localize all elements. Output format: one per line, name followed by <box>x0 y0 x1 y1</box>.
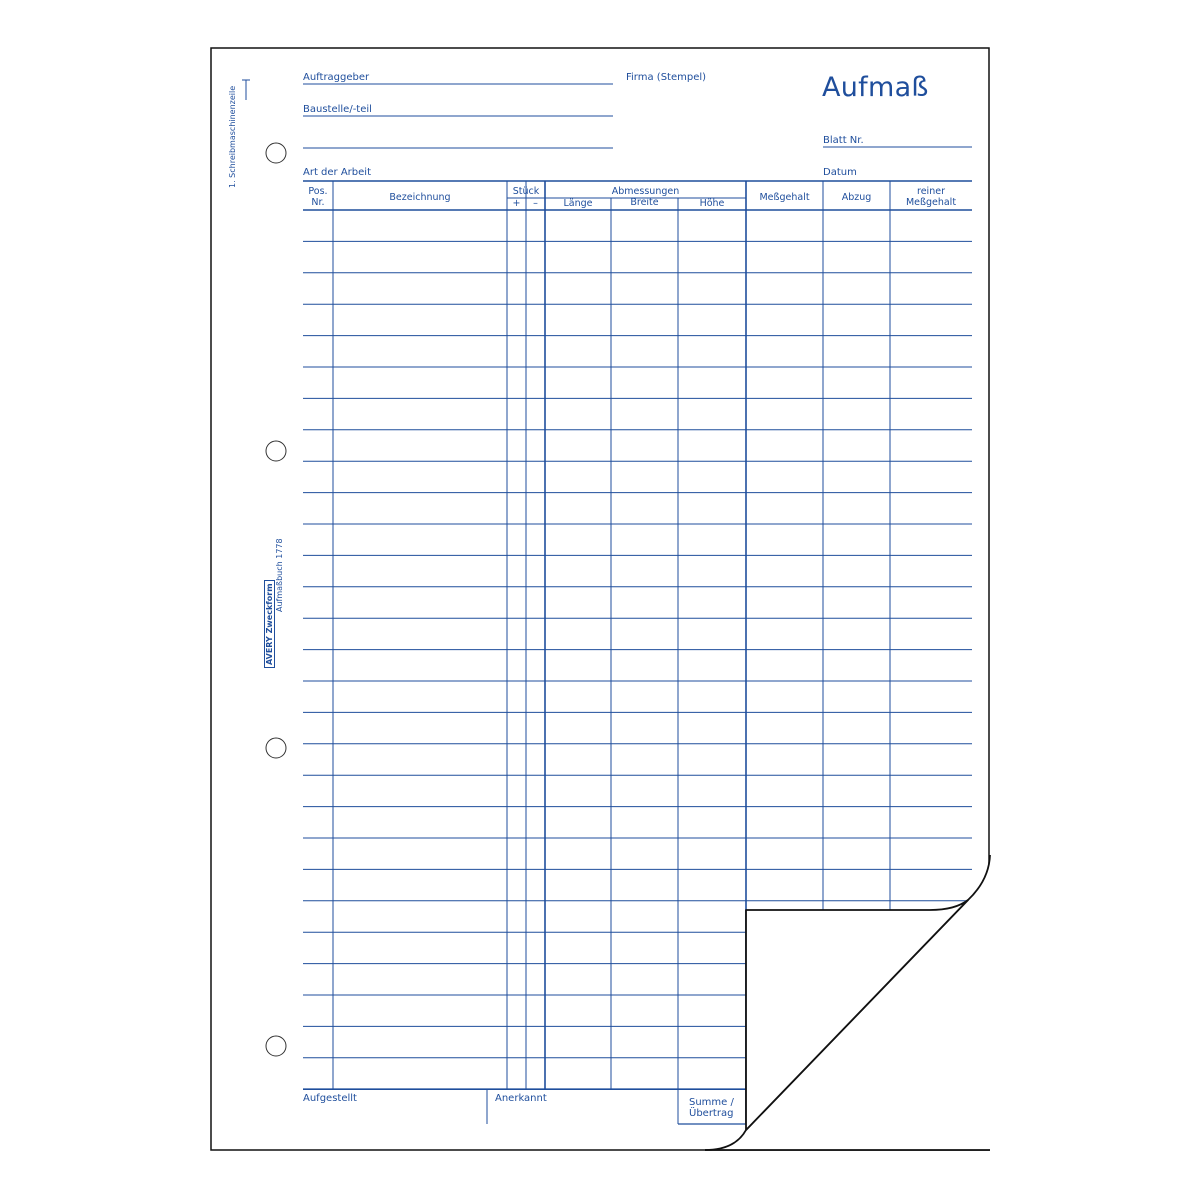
col-header-measure: Meßgehalt <box>759 192 810 203</box>
col-header-dimensions: Abmessungen <box>611 186 680 197</box>
date-label: Datum <box>823 167 857 178</box>
sum-carryover-label: Summe / Übertrag <box>689 1097 734 1119</box>
brand-logo: AVERY Zweckform <box>264 580 275 668</box>
site-label: Baustelle/-teil <box>303 104 372 115</box>
col-header-net-measure: reiner Meßgehalt <box>905 186 957 208</box>
col-header-length: Länge <box>563 198 593 209</box>
col-header-quantity-minus: – <box>533 198 538 209</box>
approved-by-label: Anerkannt <box>495 1093 547 1104</box>
document-title: Aufmaß <box>822 72 929 103</box>
work-type-label: Art der Arbeit <box>303 167 371 178</box>
typewriter-line-note: 1. Schreibmaschinenzeile <box>228 85 237 188</box>
company-stamp-label: Firma (Stempel) <box>626 72 707 83</box>
col-header-pos: Pos. Nr. <box>308 186 328 208</box>
sheet-number-label: Blatt Nr. <box>823 135 864 146</box>
col-header-deduction: Abzug <box>841 192 872 203</box>
client-label: Auftraggeber <box>303 72 370 83</box>
col-header-quantity-plus: + <box>512 198 521 209</box>
col-header-width: Breite <box>630 197 659 208</box>
prepared-by-label: Aufgestellt <box>303 1093 357 1104</box>
col-header-quantity: Stück <box>512 186 540 197</box>
col-header-height: Höhe <box>699 198 725 209</box>
product-number-note: Aufmaßbuch 1778 <box>275 538 284 612</box>
col-header-description: Bezeichnung <box>389 192 451 203</box>
